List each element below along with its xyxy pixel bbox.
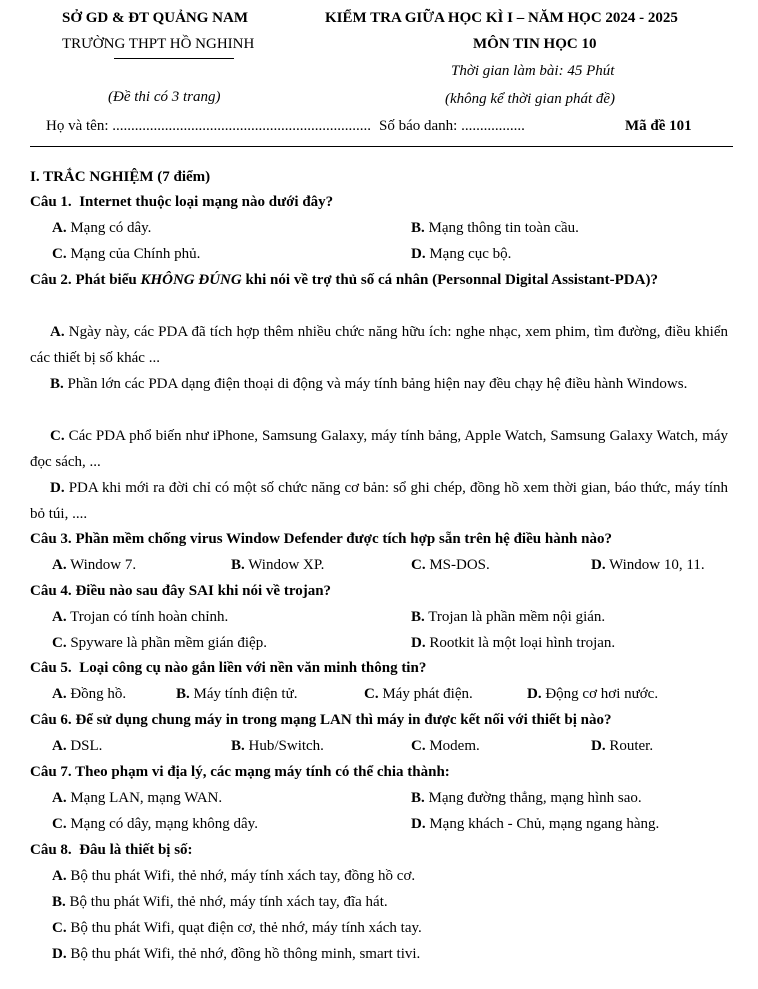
option-a: A. Mạng LAN, mạng WAN.: [52, 790, 223, 806]
option-d: D. Mạng khách - Chủ, mạng ngang hàng.: [411, 816, 660, 832]
question-label: Câu 2.: [30, 272, 72, 288]
option-a: A. DSL.: [52, 738, 103, 754]
question-2: Câu 2. Phát biểu KHÔNG ĐÚNG khi nói về trợ thủ số cá nhân (Personnal Digital Assistant-PDA)?: [30, 272, 658, 288]
option-b: B. Mạng thông tin toàn cầu.: [411, 220, 579, 236]
option-d: D. Window 10, 11.: [591, 557, 705, 573]
option-c: C. Mạng có dây, mạng không dây.: [52, 816, 258, 832]
question-1: [30, 194, 333, 211]
question-text: Internet thuộc loại mạng nào dưới đây?: [79, 194, 334, 210]
department-name: SỞ GD & ĐT QUẢNG NAM: [62, 10, 248, 26]
option-c: C. Modem.: [411, 738, 480, 754]
option-a: A. Bộ thu phát Wifi, thẻ nhớ, máy tính xách tay, đồng hồ cơ.: [52, 868, 416, 884]
option-c: C. Các PDA phổ biến như iPhone, Samsung Galaxy, máy tính bảng, Apple Watch, Samsung Galaxy Watch, máy đọc sách, ...: [30, 428, 729, 470]
option-c: C. Bộ thu phát Wifi, quạt điện cơ, thẻ nhớ, máy tính xách tay.: [52, 920, 422, 936]
option-b: B. Phần lớn các PDA dạng điện thoại di động và máy tính bảng hiện nay đều chạy hệ điều hành Windows.: [50, 376, 688, 392]
option-b: B. Máy tính điện tử.: [176, 686, 298, 702]
option-b: B. Window XP.: [231, 557, 325, 573]
option-a: A. Ngày này, các PDA đã tích hợp thêm nhiều chức năng hữu ích: nghe nhạc, xem phim, tìm đường, điều khiển các thiết bị số khác ...: [30, 324, 728, 366]
exam-code: Mã đề 101: [625, 118, 692, 134]
option-b: B. Bộ thu phát Wifi, thẻ nhớ, máy tính xách tay, đĩa hát.: [52, 894, 388, 910]
option-c: C. Spyware là phần mềm gián điệp.: [52, 635, 267, 651]
school-name: TRƯỜNG THPT HỒ NGHINH: [62, 36, 255, 52]
question-4: Câu 4. Điều nào sau đây SAI khi nói về trojan?: [30, 583, 332, 599]
question-6: Câu 6. Để sử dụng chung máy in trong mạng LAN thì máy in được kết nối với thiết bị nào?: [30, 712, 612, 728]
option-a: A. Mạng có dây.: [52, 220, 152, 236]
pages-note: (Đề thi có 3 trang): [108, 89, 221, 105]
exam-title: KIỂM TRA GIỮA HỌC KÌ I – NĂM HỌC 2024 - 2025: [325, 10, 678, 26]
option-c: C. MS-DOS.: [411, 557, 490, 573]
student-id-field: Số báo danh: .................: [379, 118, 525, 134]
option-c: C. Máy phát điện.: [364, 686, 473, 702]
emphasis-text: KHÔNG ĐÚNG: [140, 272, 242, 288]
duration-note: (không kể thời gian phát đề): [445, 91, 616, 107]
option-a: A. Trojan có tính hoàn chỉnh.: [52, 609, 229, 625]
name-field: Họ và tên: .....................................................................: [46, 118, 371, 134]
duration-text: Thời gian làm bài: 45 Phút: [451, 63, 615, 79]
subject-title: MÔN TIN HỌC 10: [473, 36, 597, 52]
option-a: A. Đồng hồ.: [52, 686, 127, 702]
option-b: B. Mạng đường thẳng, mạng hình sao.: [411, 790, 642, 806]
option-d: D. Bộ thu phát Wifi, thẻ nhớ, đồng hồ thông minh, smart tivi.: [52, 946, 421, 962]
option-c: C. Mạng của Chính phủ.: [52, 246, 201, 262]
option-d: D. Động cơ hơi nước.: [527, 686, 659, 702]
section-title: I. TRẮC NGHIỆM (7 điểm): [30, 169, 211, 185]
option-b: B. Hub/Switch.: [231, 738, 324, 754]
question-8: Câu 8. Đâu là thiết bị số:: [30, 842, 193, 858]
option-a: A. Window 7.: [52, 557, 137, 573]
question-5: Câu 5. Loại công cụ nào gắn liền với nền văn minh thông tin?: [30, 660, 427, 676]
option-b: B. Trojan là phần mềm nội gián.: [411, 609, 606, 625]
option-d: D. Rootkit là một loại hình trojan.: [411, 635, 616, 651]
school-underline: [114, 58, 234, 59]
option-d: D. Mạng cục bộ.: [411, 246, 512, 262]
header-divider: [30, 146, 733, 147]
question-label: Câu 1.: [30, 194, 72, 210]
option-d: D. Router.: [591, 738, 654, 754]
option-d: D. PDA khi mới ra đời chỉ có một số chức năng cơ bản: sổ ghi chép, đồng hồ xem thời gian, báo thức, máy tính bỏ túi, ....: [30, 480, 728, 522]
question-3: Câu 3. Phần mềm chống virus Window Defender được tích hợp sẵn trên hệ điều hành nào?: [30, 531, 612, 547]
question-7: Câu 7. Theo phạm vi địa lý, các mạng máy tính có thể chia thành:: [30, 764, 450, 780]
